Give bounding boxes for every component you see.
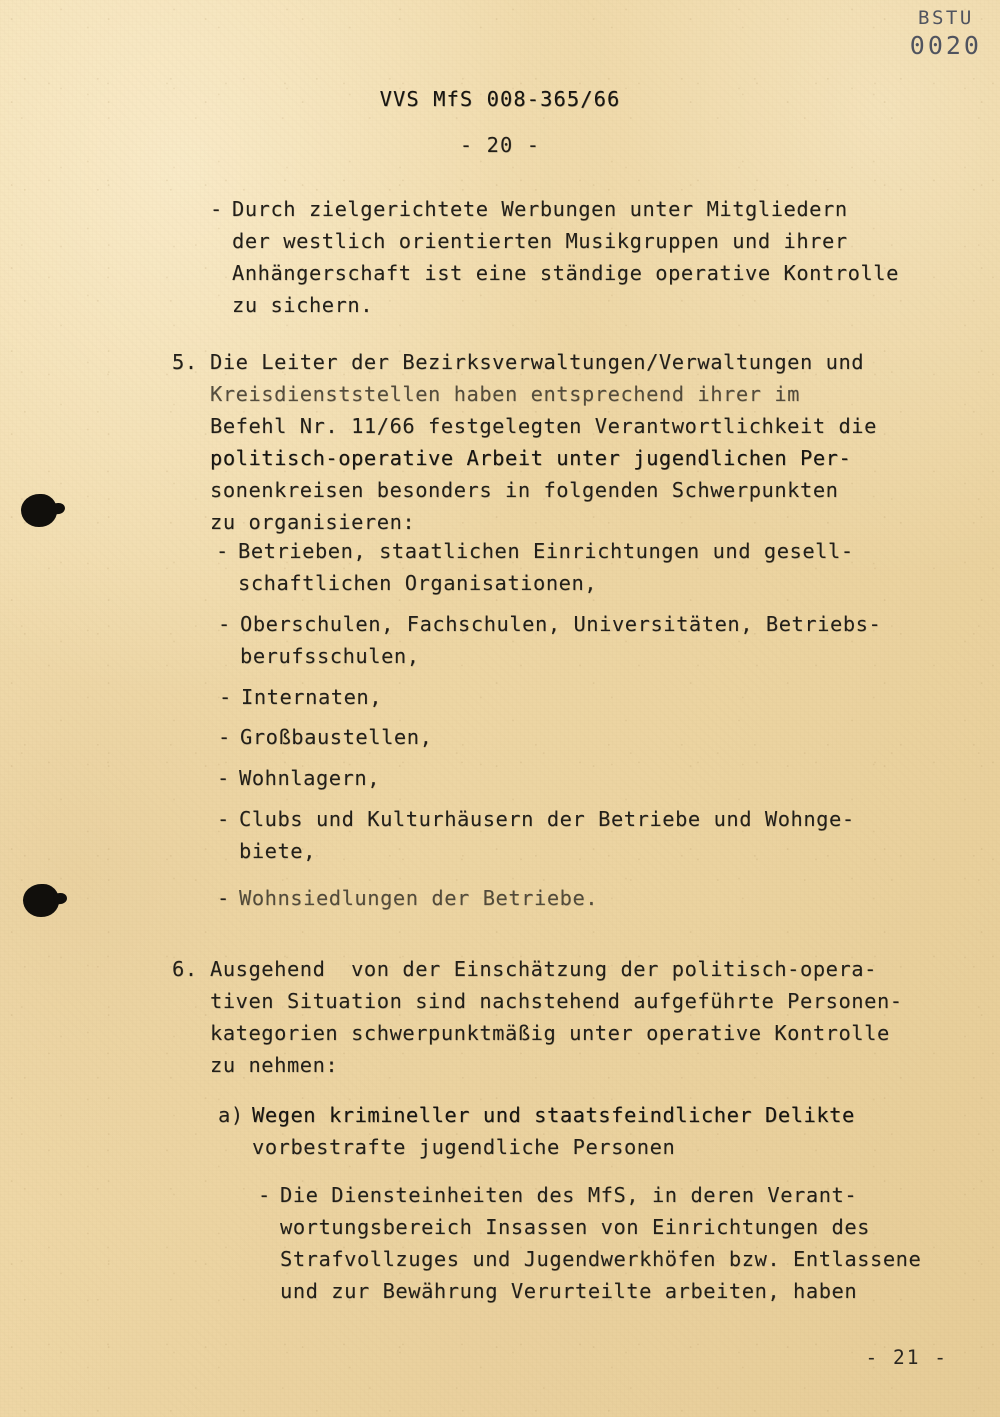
item-5-line: Befehl Nr. 11/66 festgelegten Verantwortlichkeit die: [210, 414, 877, 438]
item-6-line: zu nehmen:: [210, 1053, 339, 1077]
item-5-line: Die Leiter der Bezirksverwaltungen/Verwaltungen und: [210, 350, 865, 374]
sub-bullet-line: biete,: [239, 839, 316, 863]
sub-bullet-line: Wohnlagern,: [239, 766, 381, 790]
sub-bullet-line: Betrieben, staatlichen Einrichtungen und gesell-: [238, 539, 854, 563]
sub-bullet-marker: -: [218, 612, 231, 636]
sub-item-a-line: Wegen krimineller und staatsfeindlicher Delikte: [252, 1103, 855, 1127]
archive-number: 0020: [909, 31, 982, 61]
sub-item-a-label: a): [218, 1103, 244, 1127]
sub-bullet-marker: -: [219, 685, 232, 709]
sub-bullet-line: Großbaustellen,: [240, 725, 433, 749]
sub-bullet-marker: -: [217, 766, 230, 790]
sub-item-a-line: vorbestrafte jugendliche Personen: [252, 1135, 676, 1159]
dash-block-line: wortungsbereich Insassen von Einrichtungen des: [280, 1215, 871, 1239]
item-5-line: zu organisieren:: [210, 510, 416, 534]
intro-bullet-line: der westlich orientierten Musikgruppen und ihrer: [232, 229, 848, 253]
intro-bullet-line: zu sichern.: [232, 293, 374, 317]
dash-block-line: Strafvollzuges und Jugendwerkhöfen bzw. Entlassene: [280, 1247, 922, 1271]
intro-bullet-line: Anhängerschaft ist eine ständige operative Kontrolle: [232, 261, 899, 285]
dash-block-line: Die Diensteinheiten des MfS, in deren Verant-: [280, 1183, 858, 1207]
intro-bullet-line: Durch zielgerichtete Werbungen unter Mitgliedern: [232, 197, 848, 221]
item-6-line: tiven Situation sind nachstehend aufgeführte Personen-: [210, 989, 903, 1013]
item-6-line: kategorien schwerpunktmäßig unter operative Kontrolle: [210, 1021, 890, 1045]
item-5-line: sonenkreisen besonders in folgenden Schwerpunkten: [210, 478, 839, 502]
archive-authority: BSTU: [918, 7, 974, 29]
sub-bullet-line: Oberschulen, Fachschulen, Universitäten, Betriebs-: [240, 612, 882, 636]
sub-bullet-line: Wohnsiedlungen der Betriebe.: [239, 886, 599, 910]
sub-bullet-line: Clubs und Kulturhäusern der Betriebe und Wohnge-: [239, 807, 855, 831]
dash-block-marker: -: [258, 1183, 271, 1207]
sub-bullet-line: berufsschulen,: [240, 644, 420, 668]
item-6-number: 6.: [172, 957, 198, 981]
item-6-line: Ausgehend von der Einschätzung der politisch-opera-: [210, 957, 877, 981]
item-5-line: politisch-operative Arbeit unter jugendlichen Per-: [210, 446, 852, 470]
sub-bullet-line: schaftlichen Organisationen,: [238, 571, 598, 595]
page-marker: - 20 -: [459, 133, 541, 157]
item-5-number: 5.: [172, 350, 198, 374]
folio-next-page: - 21 -: [865, 1346, 948, 1369]
dash-block-line: und zur Bewährung Verurteilte arbeiten, haben: [280, 1279, 858, 1303]
sub-bullet-marker: -: [216, 539, 229, 563]
sub-bullet-marker: -: [218, 725, 231, 749]
sub-bullet-line: Internaten,: [241, 685, 383, 709]
sub-bullet-marker: -: [217, 807, 230, 831]
classification-header: VVS MfS 008-365/66: [379, 87, 621, 111]
intro-bullet-marker: -: [210, 197, 223, 221]
sub-bullet-marker: -: [217, 886, 230, 910]
item-5-line: Kreisdienststellen haben entsprechend ihrer im: [210, 382, 801, 406]
